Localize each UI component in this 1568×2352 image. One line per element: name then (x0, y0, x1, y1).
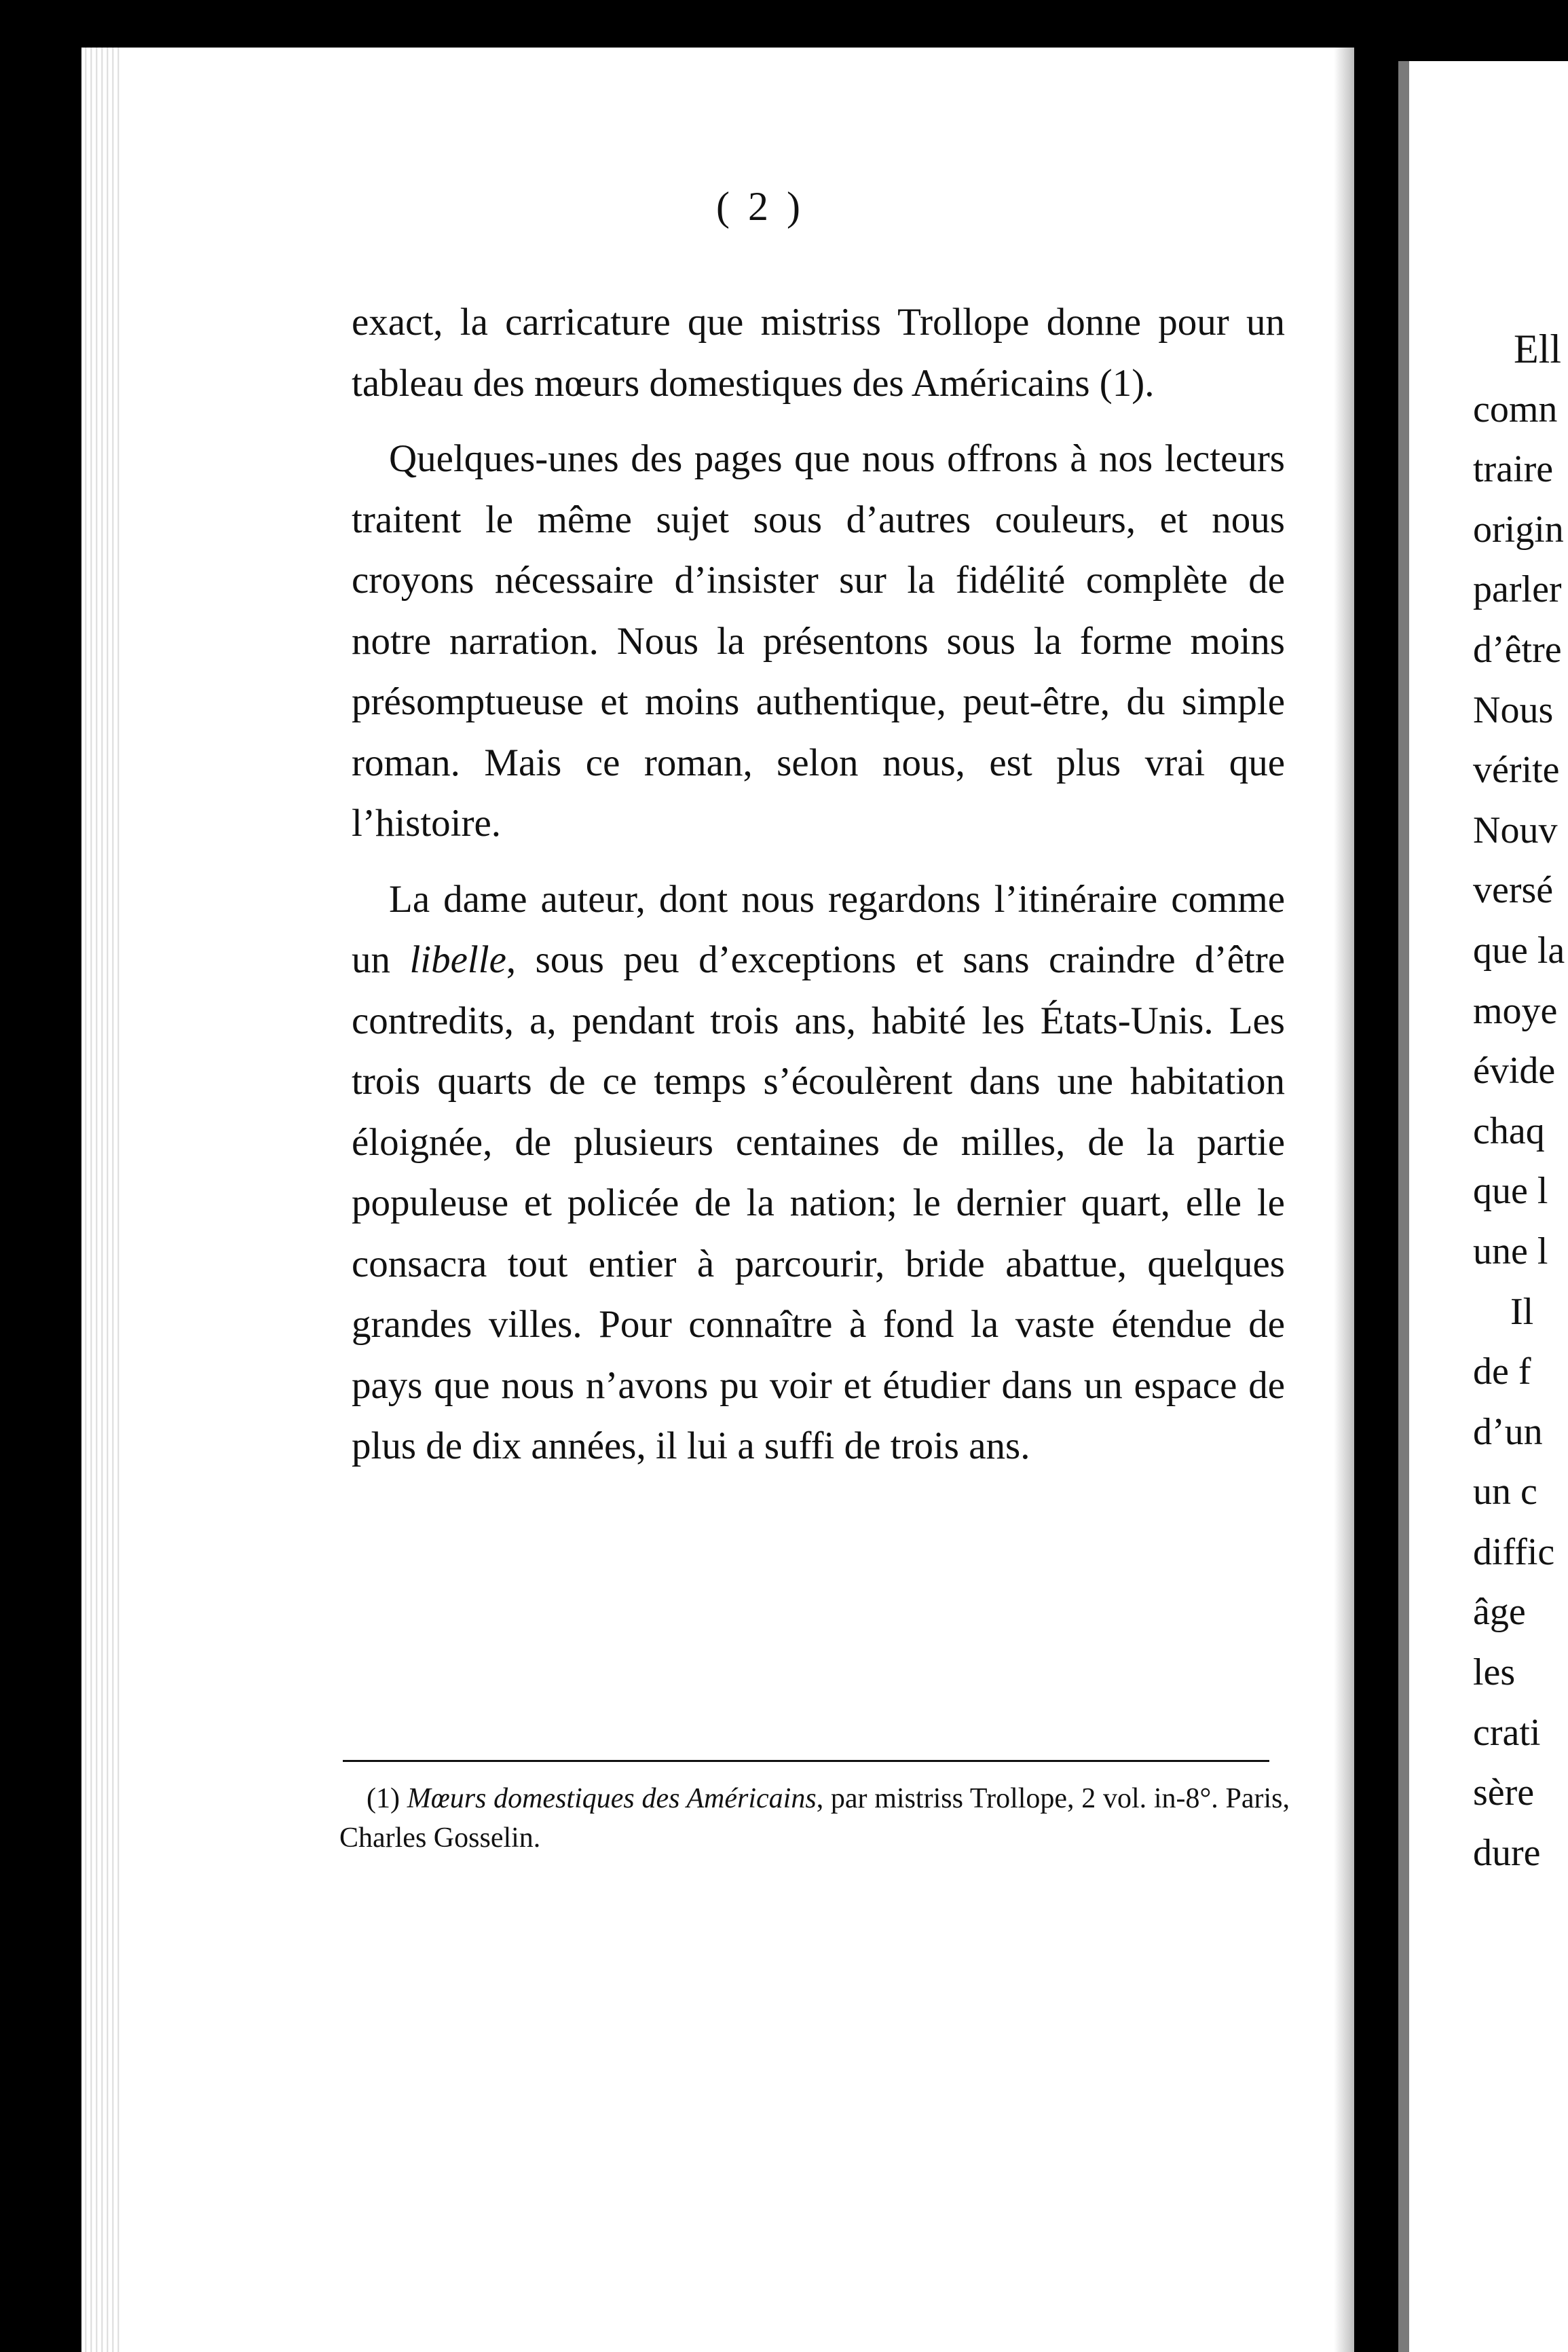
book-page-right (1398, 61, 1568, 2352)
footnote (339, 1779, 1290, 1858)
page-number: ( 2 ) (716, 184, 804, 229)
facing-page-line: évide (1473, 1050, 1556, 1092)
footnote-title: Mœurs domestiques des Américains (407, 1783, 817, 1814)
facing-page-line: d’un (1473, 1410, 1543, 1453)
facing-page-text (1473, 319, 1568, 1883)
facing-page-line: origin (1473, 508, 1564, 551)
facing-page-line: comn (1473, 388, 1558, 430)
body-text (352, 292, 1285, 1492)
footnote-divider (343, 1760, 1269, 1762)
paragraph-2 (352, 428, 1285, 854)
right-page-gutter (1398, 61, 1409, 2352)
footnote-marker: (1) (367, 1783, 400, 1814)
gutter-shadow (1334, 48, 1354, 2352)
paragraph-3 (352, 869, 1285, 1477)
footnote-text: , par mistriss Trollope, 2 vol. in-8°. Paris, Charles Gosselin. (339, 1783, 1290, 1854)
facing-page-line: diffic (1473, 1530, 1555, 1573)
paragraph-3-text-before: La dame auteur, dont nous regardons l’itinéraire comme un (352, 877, 1285, 981)
facing-page-line: Ell (1514, 327, 1561, 371)
paragraph-2-text: Quelques-unes des pages que nous offrons à nos lecteurs traitent le même sujet sous d’autres couleurs, et nous croyons nécessaire d’insister sur la fidélité complète de notre narration. Nous la présentons sous la forme moins présomptueuse et moins authentique, peut-être, du simple roman. Mais ce roman, selon nous, est plus vrai que l’histoire. (352, 437, 1285, 845)
facing-page-line: Nous (1473, 688, 1554, 731)
facing-page-line: les (1473, 1651, 1516, 1694)
facing-page-line: vérite (1473, 749, 1560, 792)
facing-page-line: que la (1473, 929, 1565, 972)
facing-page-line: Nouv (1473, 809, 1558, 851)
facing-page-line: que l (1473, 1170, 1548, 1213)
facing-page-line: âge (1473, 1591, 1526, 1634)
facing-page-line: versé (1473, 869, 1554, 912)
facing-page-line: Il (1510, 1290, 1534, 1333)
facing-page-line: de f (1473, 1350, 1531, 1393)
scan-border (0, 0, 1568, 48)
facing-page-line: d’être (1473, 628, 1562, 671)
page-stack-edge (81, 48, 122, 2352)
facing-page-line: sère (1473, 1771, 1535, 1814)
facing-page-line: crati (1473, 1711, 1541, 1754)
paragraph-1-text: exact, la carricature que mistriss Trollope donne pour un tableau des mœurs domestiques des Américains (1). (352, 301, 1285, 405)
paragraph-1 (352, 292, 1285, 414)
facing-page-line: moye (1473, 989, 1558, 1032)
facing-page-line: une l (1473, 1230, 1548, 1272)
facing-page-line: un c (1473, 1471, 1537, 1513)
paragraph-3-italic: libelle (409, 938, 506, 981)
facing-page-line: parler (1473, 568, 1562, 611)
facing-page-line: traire (1473, 448, 1554, 491)
facing-page-line: chaq (1473, 1109, 1545, 1152)
paragraph-3-text-after: , sous peu d’exceptions et sans craindre d’être contredits, a, pendant trois ans, habité les États-Unis. Les trois quarts de ce temps s’écoulèrent dans une habitation éloignée, de plusieurs centaines de milles, de la partie populeuse et policée de la nation; le dernier quart, elle le consacra tout entier à parcourir, bride abattue, quelques grandes villes. Pour connaître à fond la vaste étendue de pays que nous n’avons pu voir et étudier dans un espace de plus de dix années, il lui a suffi de trois ans. (352, 938, 1285, 1467)
facing-page-line: dure (1473, 1831, 1541, 1874)
